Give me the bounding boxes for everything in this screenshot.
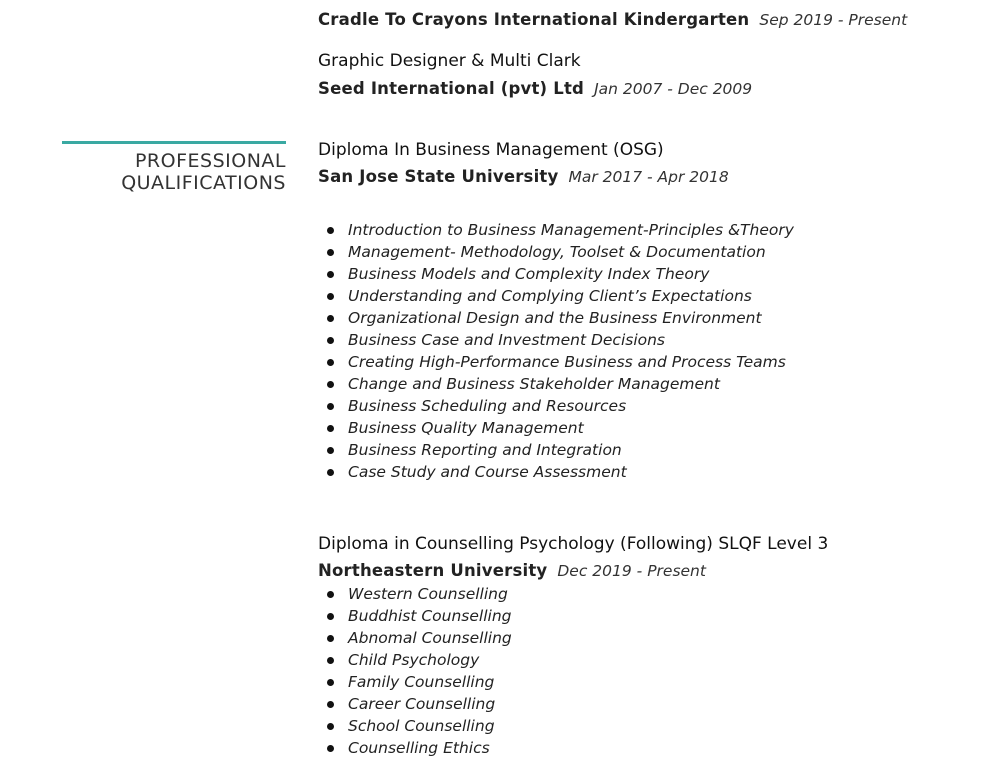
list-item: Management- Methodology, Toolset & Documentation [348,241,794,263]
list-item: Introduction to Business Management-Principles &Theory [348,221,794,239]
list-item: Counselling Ethics [348,737,512,759]
list-item: Understanding and Complying Client’s Expectations [348,285,794,307]
section-heading [121,150,286,194]
qualification-dates: Mar 2017 - Apr 2018 [568,168,729,186]
employer-name: Seed International (pvt) Ltd [318,79,585,98]
list-item: Business Reporting and Integration [348,439,794,461]
list-item: Family Counselling [348,671,512,693]
job-title: Graphic Designer & Multi Clark [318,51,581,71]
section-heading-line1: PROFESSIONAL [134,150,286,172]
list-item: Buddhist Counselling [348,607,512,625]
list-item: Business Scheduling and Resources [348,395,794,417]
experience-employer-line [318,10,907,29]
section-divider [62,141,286,144]
employment-dates: Sep 2019 - Present [759,11,908,29]
list-item: Business Case and Investment Decisions [348,329,794,351]
list-item: Change and Business Stakeholder Management [348,373,794,395]
list-item: Abnomal Counselling [348,629,512,647]
course-module-list [348,583,512,759]
list-item: Case Study and Course Assessment [348,461,794,483]
course-module-list [348,219,794,483]
section-heading-line2: QUALIFICATIONS [121,172,286,194]
list-item: School Counselling [348,715,512,737]
list-item: Creating High-Performance Business and Process Teams [348,351,794,373]
qualification-institution-line [318,561,706,580]
list-item: Business Quality Management [348,417,794,439]
qualification-degree: Diploma In Business Management (OSG) [318,140,664,160]
institution-name: Northeastern University [318,561,548,580]
employer-name: Cradle To Crayons International Kindergarten [318,10,750,29]
employment-dates: Jan 2007 - Dec 2009 [594,80,753,98]
list-item: Child Psychology [348,649,512,671]
list-item: Career Counselling [348,693,512,715]
list-item: Organizational Design and the Business Environment [348,307,794,329]
qualification-institution-line [318,167,729,186]
experience-employer-line [318,79,752,98]
list-item: Business Models and Complexity Index Theory [348,263,794,285]
list-item: Western Counselling [348,583,512,605]
qualification-dates: Dec 2019 - Present [557,562,706,580]
institution-name: San Jose State University [318,167,559,186]
qualification-degree: Diploma in Counselling Psychology (Following) SLQF Level 3 [318,534,829,554]
